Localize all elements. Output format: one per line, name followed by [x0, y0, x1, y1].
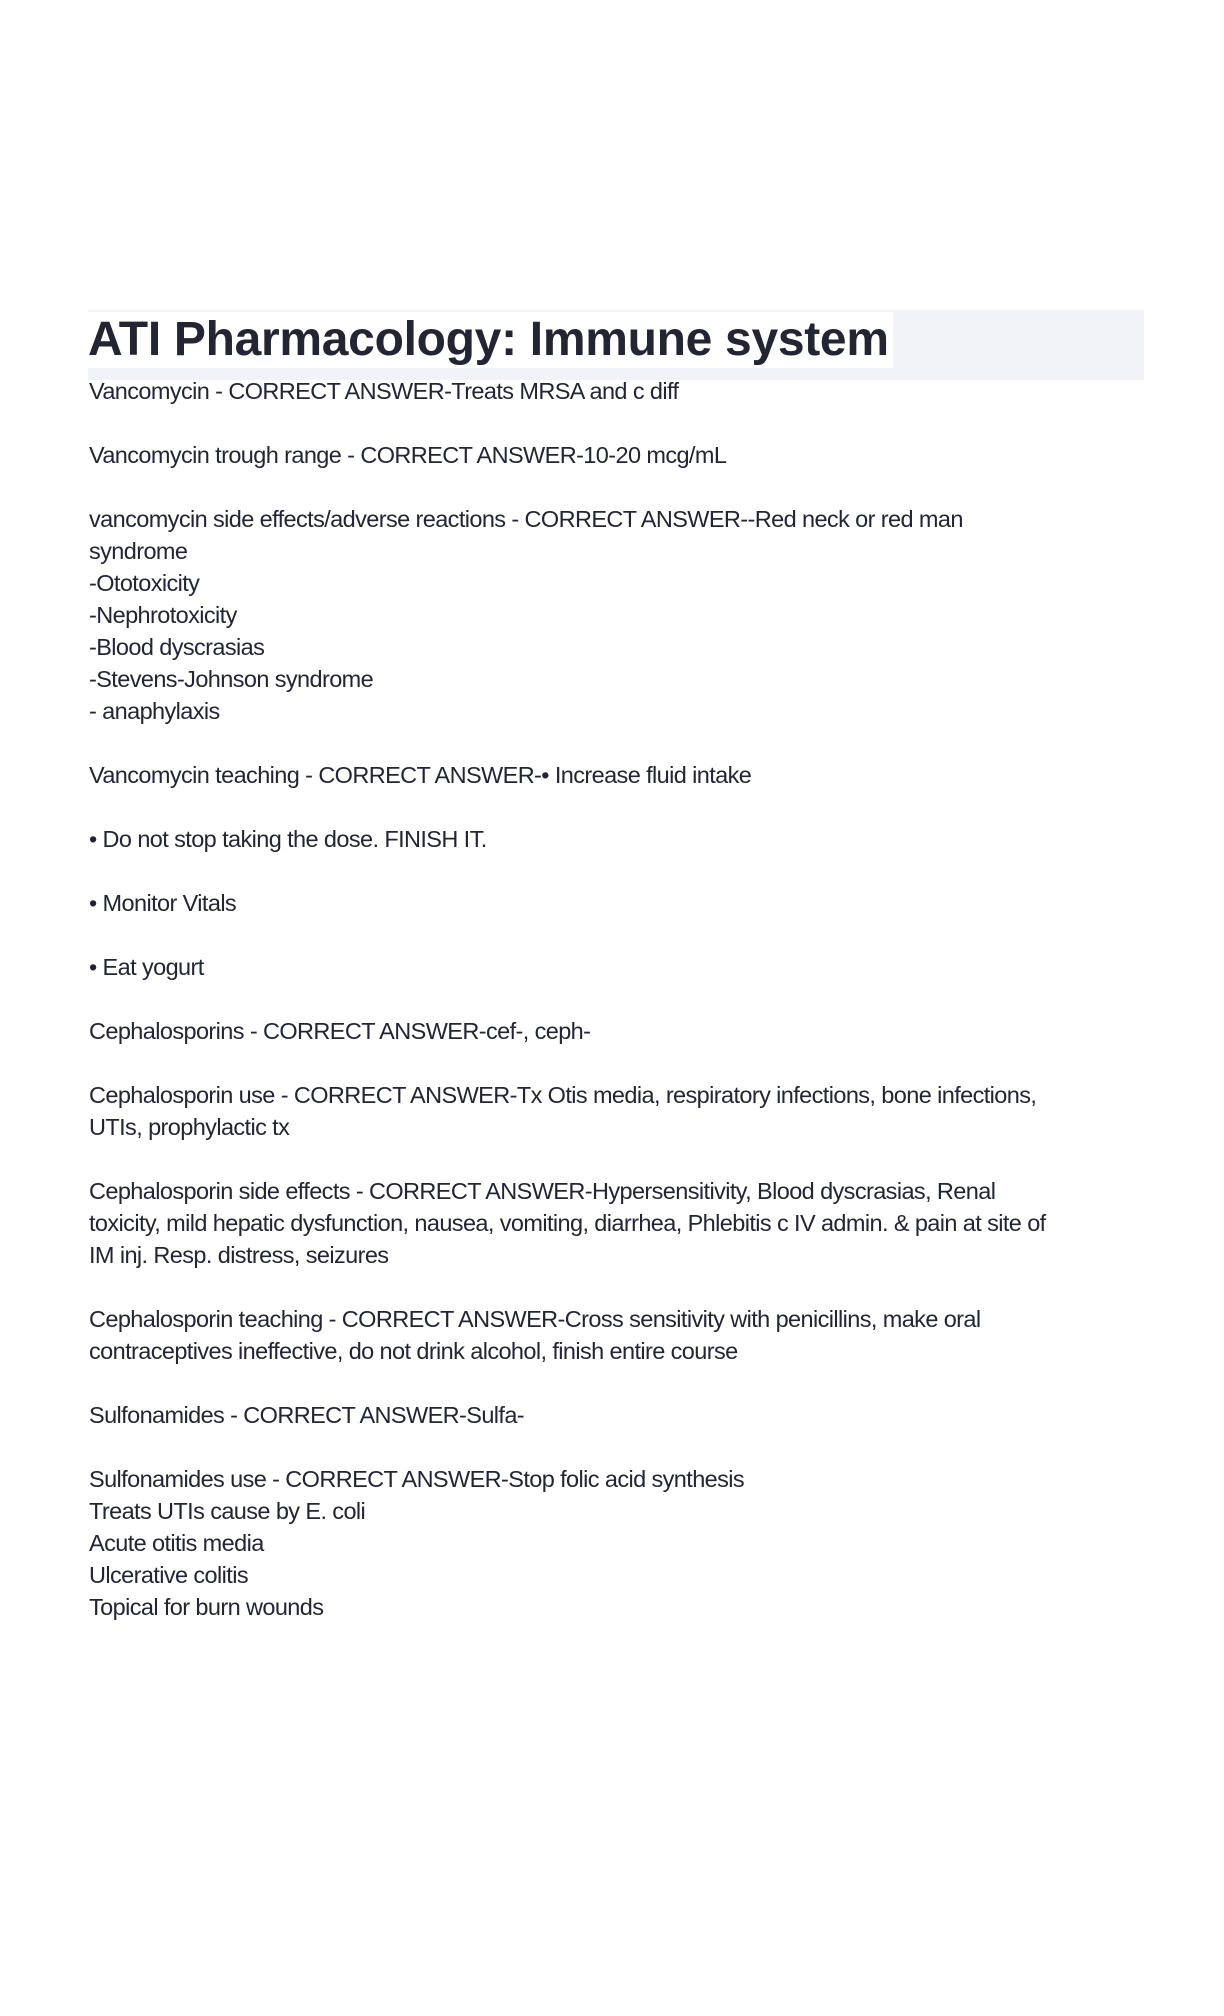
- entry-line: UTIs, prophylactic tx: [89, 1114, 290, 1140]
- qa-entry: [89, 1399, 1149, 1431]
- qa-entry: [89, 1463, 1149, 1623]
- entry-line: Treats UTIs cause by E. coli: [89, 1498, 366, 1524]
- entry-line: Sulfonamides use - CORRECT ANSWER-Stop folic acid synthesis: [89, 1466, 745, 1492]
- entry-line: vancomycin side effects/adverse reactions - CORRECT ANSWER--Red neck or red man: [89, 506, 963, 532]
- entry-line: Ulcerative colitis: [89, 1562, 248, 1588]
- qa-entry: [89, 1015, 1149, 1047]
- qa-entry: [89, 759, 1149, 791]
- document-title: ATI Pharmacology: Immune system: [88, 312, 893, 368]
- qa-entry: [89, 823, 1149, 855]
- entry-line: Cephalosporins - CORRECT ANSWER-cef-, ceph-: [89, 1018, 591, 1044]
- qa-entry: [89, 1175, 1149, 1271]
- entry-line: • Do not stop taking the dose. FINISH IT.: [89, 826, 487, 852]
- entry-line: Topical for burn wounds: [89, 1594, 324, 1620]
- entry-line: - anaphylaxis: [89, 698, 220, 724]
- entry-line: Cephalosporin use - CORRECT ANSWER-Tx Otis media, respiratory infections, bone infections,: [89, 1082, 1037, 1108]
- entry-line: Cephalosporin teaching - CORRECT ANSWER-Cross sensitivity with penicillins, make oral: [89, 1306, 981, 1332]
- qa-entry: [89, 887, 1149, 919]
- qa-entry: [89, 1079, 1149, 1143]
- entry-line: • Eat yogurt: [89, 954, 204, 980]
- entry-line: syndrome: [89, 538, 188, 564]
- entry-line: Acute otitis media: [89, 1530, 264, 1556]
- qa-entry: [89, 951, 1149, 983]
- entry-line: Vancomycin - CORRECT ANSWER-Treats MRSA and c diff: [89, 378, 679, 404]
- entry-line: toxicity, mild hepatic dysfunction, nausea, vomiting, diarrhea, Phlebitis c IV admin. & pain at site of: [89, 1210, 1046, 1236]
- qa-entry: [89, 1303, 1149, 1367]
- entry-line: -Blood dyscrasias: [89, 634, 265, 660]
- entry-line: contraceptives ineffective, do not drink alcohol, finish entire course: [89, 1338, 738, 1364]
- entry-line: Cephalosporin side effects - CORRECT ANSWER-Hypersensitivity, Blood dyscrasias, Renal: [89, 1178, 996, 1204]
- entry-line: -Nephrotoxicity: [89, 602, 237, 628]
- entry-line: IM inj. Resp. distress, seizures: [89, 1242, 389, 1268]
- document-body: [89, 375, 1149, 1655]
- entry-line: Sulfonamides - CORRECT ANSWER-Sulfa-: [89, 1402, 525, 1428]
- entry-line: Vancomycin trough range - CORRECT ANSWER-10-20 mcg/mL: [89, 442, 727, 468]
- qa-entry: [89, 439, 1149, 471]
- entry-line: • Monitor Vitals: [89, 890, 237, 916]
- entry-line: Vancomycin teaching - CORRECT ANSWER-• Increase fluid intake: [89, 762, 752, 788]
- qa-entry: [89, 375, 1149, 407]
- qa-entry: [89, 503, 1149, 727]
- entry-line: -Ototoxicity: [89, 570, 200, 596]
- entry-line: -Stevens-Johnson syndrome: [89, 666, 374, 692]
